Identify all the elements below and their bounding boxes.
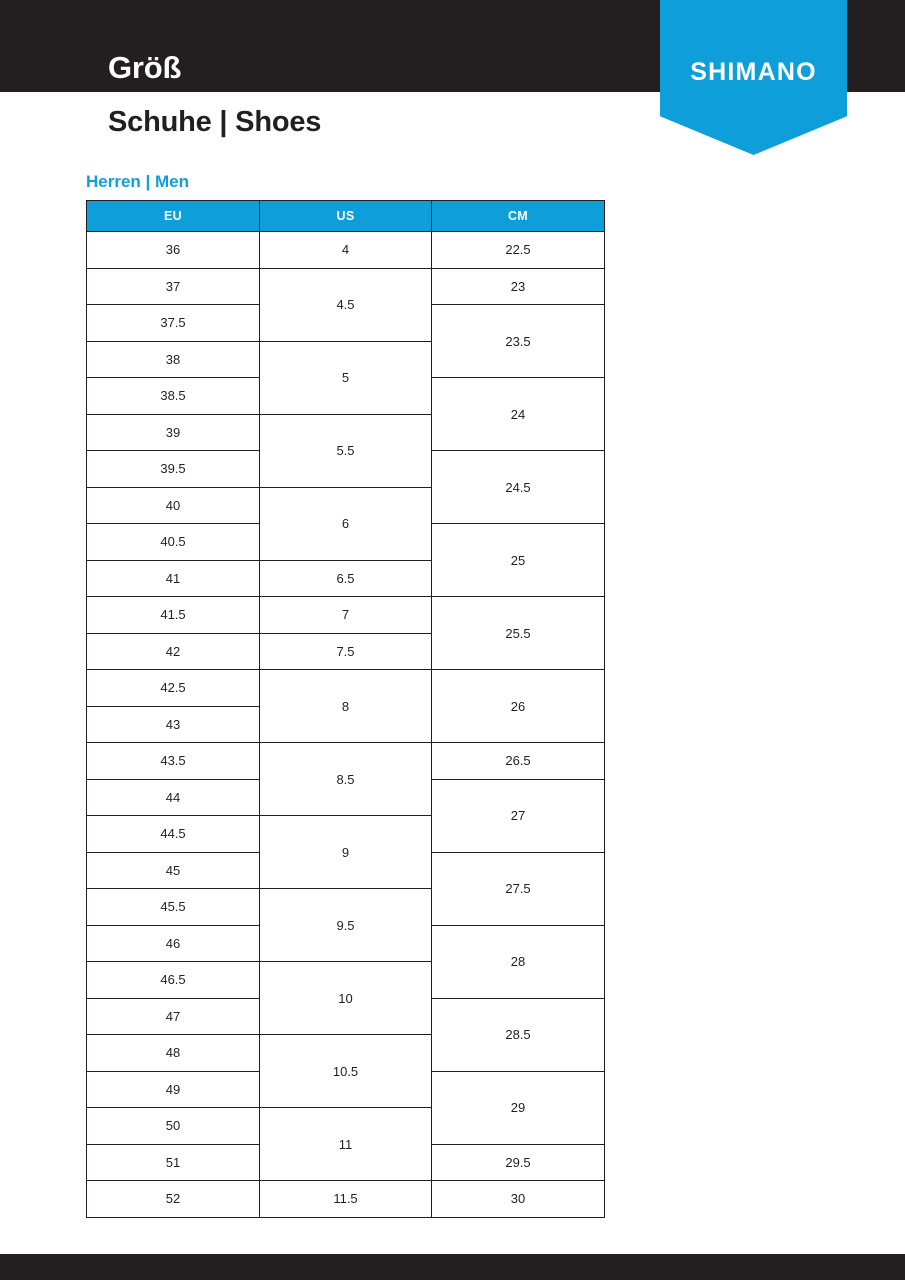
cell-us: 11.5 bbox=[260, 1181, 432, 1218]
cell-us: 9.5 bbox=[260, 889, 432, 962]
cell-us: 9 bbox=[260, 816, 432, 889]
cell-us: 4.5 bbox=[260, 268, 432, 341]
cell-eu: 38 bbox=[87, 341, 260, 378]
table-header-row bbox=[87, 201, 605, 232]
column-header-us: US bbox=[260, 201, 432, 232]
size-chart-table bbox=[86, 200, 605, 1218]
cell-us: 10.5 bbox=[260, 1035, 432, 1108]
cell-eu: 44 bbox=[87, 779, 260, 816]
cell-eu: 46 bbox=[87, 925, 260, 962]
column-header-cm: CM bbox=[432, 201, 605, 232]
cell-eu: 48 bbox=[87, 1035, 260, 1072]
cell-eu: 47 bbox=[87, 998, 260, 1035]
cell-cm: 29 bbox=[432, 1071, 605, 1144]
cell-cm: 23 bbox=[432, 268, 605, 305]
cell-us: 5 bbox=[260, 341, 432, 414]
cell-eu: 41 bbox=[87, 560, 260, 597]
cell-eu: 49 bbox=[87, 1071, 260, 1108]
table-row bbox=[87, 268, 605, 305]
cell-eu: 41.5 bbox=[87, 597, 260, 634]
page-title-part-dark: Größ bbox=[108, 50, 182, 85]
cell-cm: 24.5 bbox=[432, 451, 605, 524]
table-row bbox=[87, 743, 605, 780]
cell-eu: 39 bbox=[87, 414, 260, 451]
cell-eu: 43.5 bbox=[87, 743, 260, 780]
cell-cm: 29.5 bbox=[432, 1144, 605, 1181]
cell-eu: 40.5 bbox=[87, 524, 260, 561]
table-body bbox=[87, 232, 605, 1218]
cell-us: 5.5 bbox=[260, 414, 432, 487]
cell-eu: 38.5 bbox=[87, 378, 260, 415]
cell-cm: 28 bbox=[432, 925, 605, 998]
cell-us: 8.5 bbox=[260, 743, 432, 816]
cell-eu: 37.5 bbox=[87, 305, 260, 342]
cell-us: 7 bbox=[260, 597, 432, 634]
cell-eu: 39.5 bbox=[87, 451, 260, 488]
cell-eu: 52 bbox=[87, 1181, 260, 1218]
cell-cm: 22.5 bbox=[432, 232, 605, 269]
cell-cm: 30 bbox=[432, 1181, 605, 1218]
cell-us: 7.5 bbox=[260, 633, 432, 670]
brand-wordmark: SHIMANO bbox=[690, 58, 817, 86]
cell-cm: 26 bbox=[432, 670, 605, 743]
cell-eu: 46.5 bbox=[87, 962, 260, 999]
cell-cm: 25.5 bbox=[432, 597, 605, 670]
page-title bbox=[108, 50, 489, 86]
cell-us: 6.5 bbox=[260, 560, 432, 597]
table-row bbox=[87, 1181, 605, 1218]
cell-eu: 50 bbox=[87, 1108, 260, 1145]
table-row bbox=[87, 670, 605, 707]
cell-cm: 27.5 bbox=[432, 852, 605, 925]
table-row bbox=[87, 597, 605, 634]
cell-eu: 37 bbox=[87, 268, 260, 305]
cell-eu: 42 bbox=[87, 633, 260, 670]
cell-cm: 24 bbox=[432, 378, 605, 451]
cell-eu: 45.5 bbox=[87, 889, 260, 926]
cell-us: 4 bbox=[260, 232, 432, 269]
page-subtitle: Schuhe | Shoes bbox=[108, 106, 322, 138]
cell-us: 11 bbox=[260, 1108, 432, 1181]
page-title-part-light: entabelle | Size Chart bbox=[181, 50, 489, 85]
cell-us: 6 bbox=[260, 487, 432, 560]
cell-eu: 40 bbox=[87, 487, 260, 524]
cell-eu: 45 bbox=[87, 852, 260, 889]
cell-cm: 25 bbox=[432, 524, 605, 597]
footer-band-bottom bbox=[0, 1254, 905, 1280]
cell-us: 10 bbox=[260, 962, 432, 1035]
cell-cm: 27 bbox=[432, 779, 605, 852]
cell-eu: 36 bbox=[87, 232, 260, 269]
cell-eu: 43 bbox=[87, 706, 260, 743]
size-chart-container bbox=[86, 200, 604, 1218]
cell-eu: 42.5 bbox=[87, 670, 260, 707]
cell-cm: 28.5 bbox=[432, 998, 605, 1071]
cell-eu: 44.5 bbox=[87, 816, 260, 853]
table-row bbox=[87, 232, 605, 269]
cell-eu: 51 bbox=[87, 1144, 260, 1181]
cell-cm: 26.5 bbox=[432, 743, 605, 780]
column-header-eu: EU bbox=[87, 201, 260, 232]
section-heading: Herren | Men bbox=[86, 172, 190, 191]
page-title-text bbox=[108, 50, 489, 85]
cell-cm: 23.5 bbox=[432, 305, 605, 378]
cell-us: 8 bbox=[260, 670, 432, 743]
